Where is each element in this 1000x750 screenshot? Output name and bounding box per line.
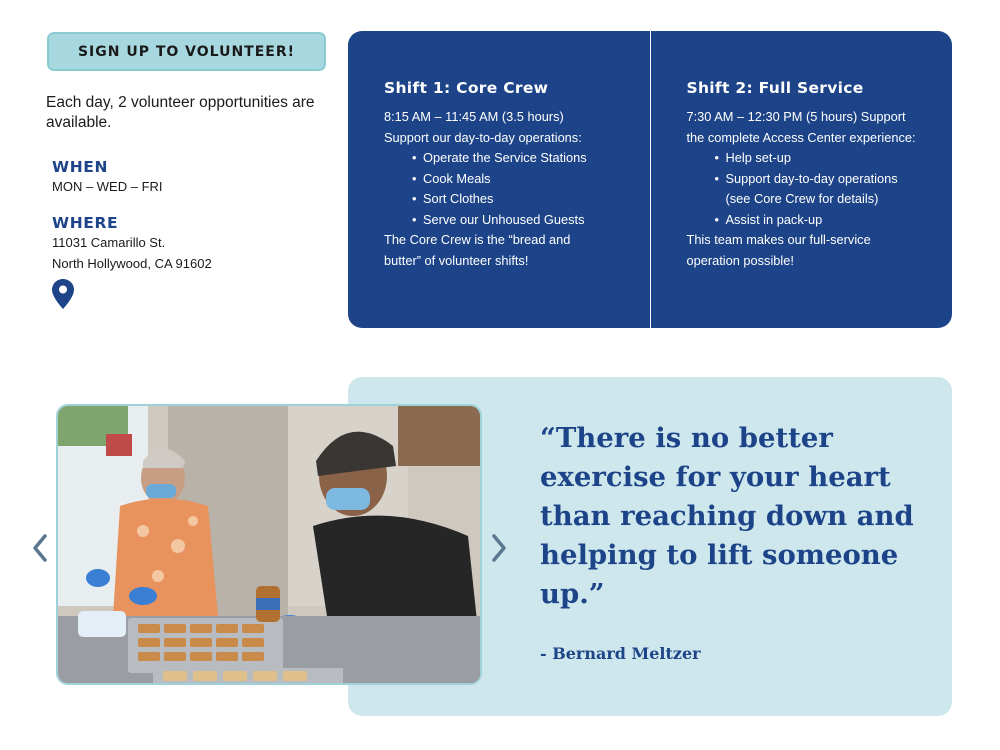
where-city: North Hollywood, CA 91602 [52,256,212,271]
shift-2-card [650,31,953,328]
shift-1-card [348,31,650,328]
shift-1-lead: Support our day-to-day operations: [384,129,582,145]
shift-2-closing: This team makes our full-service operation possible! [686,232,871,268]
shift-2-lead: Support the complete Access Center experience: [686,109,916,145]
shift-2-time: 7:30 AM – 12:30 PM (5 hours) [686,109,858,124]
shift-1-closing: The Core Crew is the “bread and butter” of volunteer shifts! [384,232,571,268]
where-street: 11031 Camarillo St. [52,235,166,250]
shift-2-duties [687,148,917,230]
shifts-panel [348,31,952,328]
list-item: • Help set-up [715,148,917,169]
shift-2-description [687,107,927,148]
list-item: • Sort Clothes [412,189,630,210]
list-item: • Serve our Unhoused Guests [412,210,630,231]
list-item: • Operate the Service Stations [412,148,630,169]
volunteer-photo-illustration [58,406,482,685]
location-pin-icon[interactable] [52,279,74,309]
when-days: MON – WED – FRI [52,179,163,194]
where-heading: WHERE [52,214,119,232]
shift-1-title: Shift 1: Core Crew [384,79,549,97]
when-heading: WHEN [52,158,109,176]
chevron-left-icon[interactable] [30,532,50,564]
quote-text: “There is no better exercise for your heart than reaching down and helping to lift someone up.” [540,422,914,610]
chevron-right-icon[interactable] [489,532,509,564]
shift-1-duties [384,148,630,230]
list-item: • Cook Meals [412,169,630,190]
shift-2-title: Shift 2: Full Service [686,79,864,97]
sign-up-volunteer-button[interactable]: SIGN UP TO VOLUNTEER! [47,32,326,71]
volunteer-photo [56,404,482,685]
intro-text: Each day, 2 volunteer opportunities are available. [46,94,315,131]
shift-1-time: 8:15 AM – 11:45 AM (3.5 hours) [384,109,564,124]
list-item: • Assist in pack-up [715,210,917,231]
list-item: • Support day-to-day operations (see Core Crew for details) [715,169,917,210]
quote-author: - Bernard Meltzer [540,644,701,663]
